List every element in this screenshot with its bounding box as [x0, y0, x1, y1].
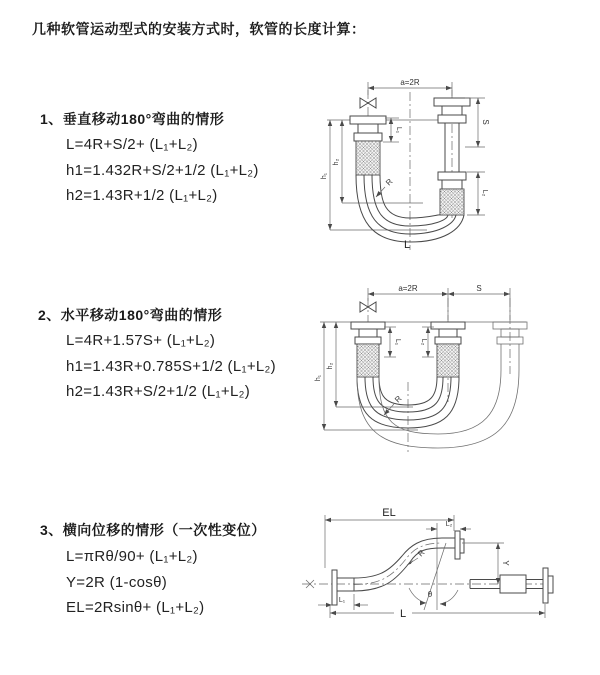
section-1-formula-h1: h1=1.432R+S/2+1/2 (L₁+L₂) — [66, 162, 259, 179]
svg-text:θ: θ — [427, 590, 433, 599]
dim-l2 — [426, 521, 471, 610]
svg-text:S: S — [476, 284, 482, 293]
diagram-horizontal-180-bend — [310, 282, 595, 457]
svg-text:L₂: L₂ — [445, 521, 453, 528]
left-fitting — [351, 322, 385, 377]
dim-l2 — [467, 172, 488, 215]
section-1-heading: 1、垂直移动180°弯曲的情形 — [40, 111, 225, 127]
dim-l2 — [420, 327, 434, 357]
section-2-formula-h2: h2=1.43R+S/2+1/2 (L₁+L₂) — [66, 383, 251, 400]
dim-l1 — [318, 594, 368, 610]
section-1-formula-L: L=4R+S/2+ (L₁+L₂) — [66, 136, 198, 153]
svg-text:R: R — [384, 177, 395, 188]
section-2-formula-h1: h1=1.43R+0.785S+1/2 (L₁+L₂) — [66, 358, 276, 375]
section-1-formula-h2: h2=1.43R+1/2 (L₁+L₂) — [66, 187, 218, 204]
dim-el — [325, 507, 454, 568]
diagram-vertical-180-bend — [315, 72, 595, 257]
section-2-formula-L: L=4R+1.57S+ (L₁+L₂) — [66, 332, 216, 349]
diagram-lateral-displacement — [296, 502, 600, 647]
svg-text:a=2R: a=2R — [400, 78, 420, 87]
dim-s — [448, 284, 510, 296]
page-title: 几种软管运动型式的安装方式时，软管的长度计算： — [32, 21, 366, 37]
svg-text:L₁: L₁ — [394, 338, 401, 346]
hose-s-curve — [354, 538, 442, 591]
svg-text:h₁: h₁ — [321, 172, 328, 180]
left-fitting — [350, 116, 386, 175]
hose-u-moved — [357, 370, 519, 448]
svg-text:L₁: L₁ — [395, 126, 402, 134]
svg-text:L₁: L₁ — [338, 597, 346, 604]
length-label: L — [403, 239, 411, 251]
dim-l1 — [384, 327, 401, 357]
svg-text:L₂: L₂ — [481, 189, 488, 197]
svg-text:h₂: h₂ — [327, 362, 334, 370]
svg-text:h₂: h₂ — [333, 158, 340, 166]
svg-text:Y: Y — [501, 560, 510, 566]
dim-a2r — [368, 284, 510, 320]
right-fitting — [434, 98, 470, 215]
svg-text:a=2R: a=2R — [398, 284, 418, 293]
section-3-heading: 3、横向位移的情形（一次性变位） — [40, 522, 266, 538]
svg-text:L: L — [399, 608, 407, 620]
section-2-heading: 2、水平移动180°弯曲的情形 — [38, 307, 223, 323]
svg-text:h₁: h₁ — [315, 374, 322, 382]
svg-text:EL: EL — [382, 507, 396, 519]
section-3-formula-Y: Y=2R (1-cosθ) — [66, 574, 168, 591]
svg-text:L₂: L₂ — [420, 338, 427, 346]
svg-text:S: S — [481, 119, 490, 125]
radius-callout — [376, 177, 395, 197]
straight-pipe — [470, 568, 553, 603]
middle-fitting — [431, 322, 465, 377]
section-3-formula-EL: EL=2Rsinθ+ (L₁+L₂) — [66, 599, 205, 616]
valve-icon — [360, 98, 376, 108]
dim-l — [330, 604, 545, 620]
svg-text:R: R — [393, 394, 404, 405]
svg-text:R: R — [416, 548, 427, 559]
section-3-formula-L: L=πRθ/90+ (L₁+L₂) — [66, 548, 198, 565]
